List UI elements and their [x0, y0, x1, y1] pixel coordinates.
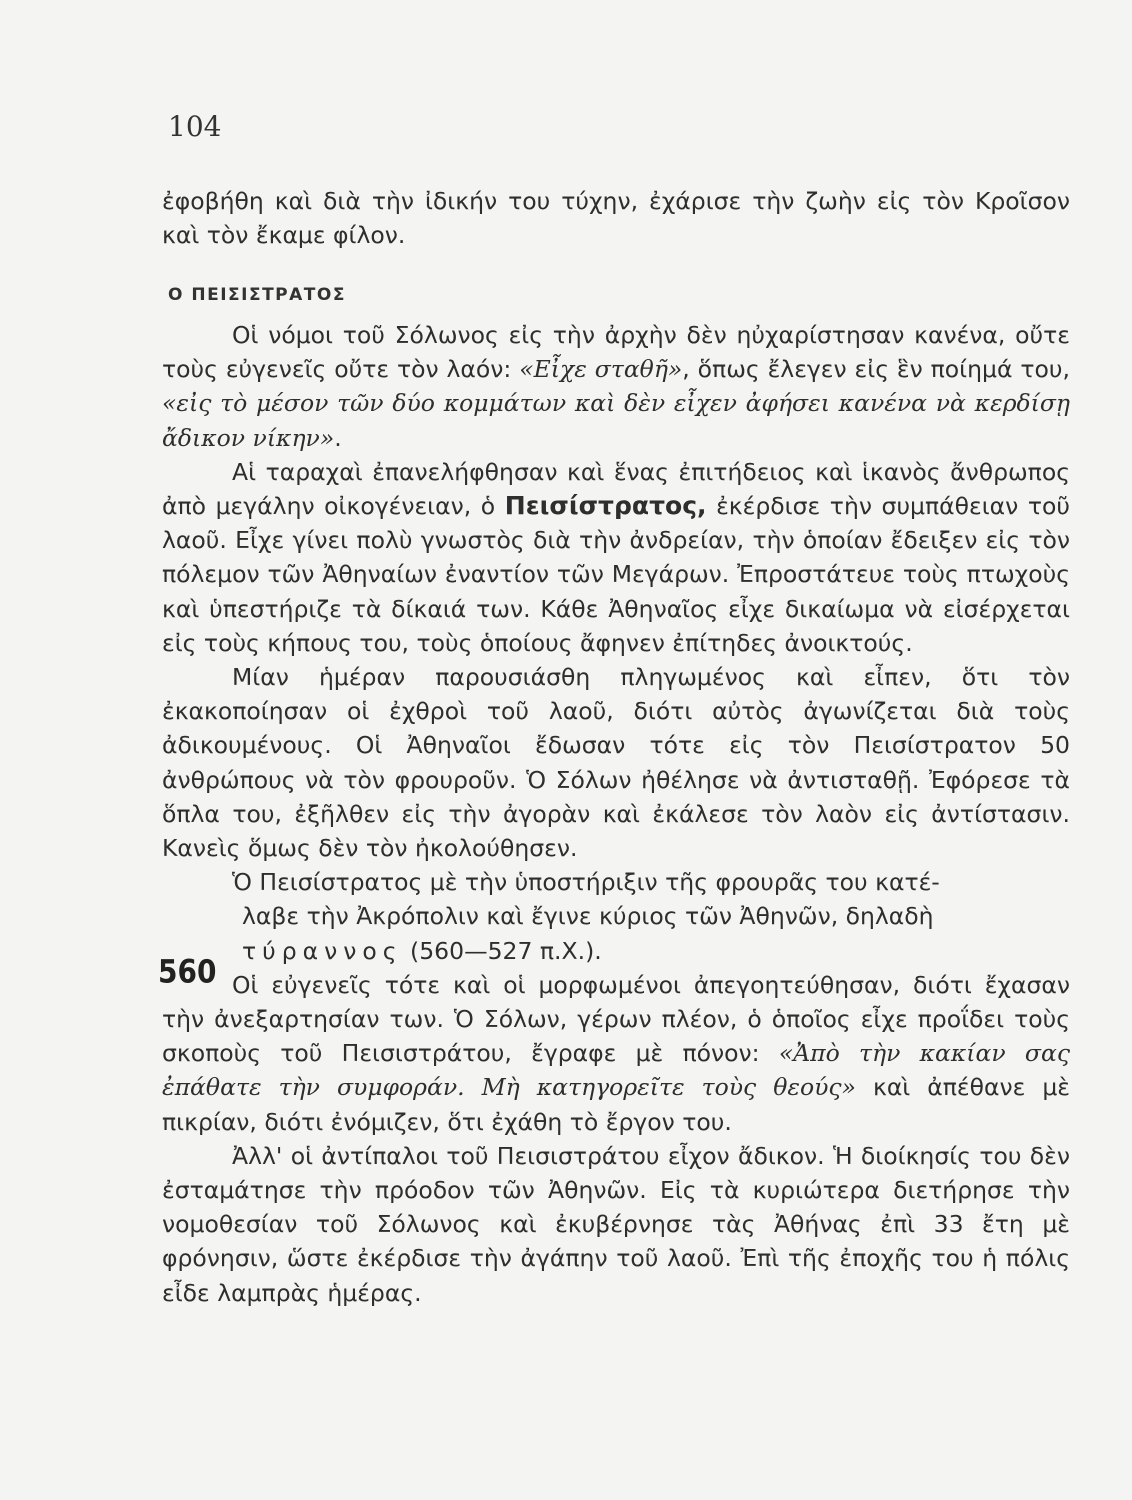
paragraph-nobles	[162, 968, 1070, 1139]
name-peisistratos: Πεισίστρατος,	[504, 491, 707, 521]
paragraph-rule: Ἀλλ' οἱ ἀντίπαλοι τοῦ Πεισιστράτου εἶχον ἄδικον. Ἡ διοίκησίς του δὲν ἐσταμάτησε τὴν πρόοδον τῶν Ἀθηνῶν. Εἰς τὰ κυριώτερα διετήρησε τὴν νομοθεσίαν τοῦ Σόλωνος καὶ ἐκυβέρνησε τὰς Ἀθήνας ἐπὶ 33 ἔτη μὲ φρόνησιν, ὥστε ἐκέρδισε τὴν ἀγάπην τοῦ λαοῦ. Ἐπὶ τῆς ἐποχῆς του ἡ πόλις εἶδε λαμπρὰς ἡμέρας.	[162, 1141, 1070, 1307]
margin-year-note: 560	[158, 952, 217, 991]
quote-solon-stood: «Εἶχε σταθῆ»	[519, 355, 683, 384]
paragraph-acropolis-line1: Ὁ Πεισίστρατος μὲ τὴν ὑποστήριξιν τῆς φρουρᾶς του κατέ-	[232, 868, 940, 897]
intro-text: ἐφοβήθη καὶ διὰ τὴν ἰδικήν του τύχην, ἐχάρισε τὴν ζωὴν εἰς τὸν Κροῖσον καὶ τὸν ἔκαμε φίλον.	[162, 187, 1070, 250]
page-number: 104	[168, 110, 222, 143]
intro-paragraph	[162, 184, 1070, 252]
text-span: ἐκέρδισε τὴν συμπάθειαν τοῦ λαοῦ. Εἶχε γίνει πολὺ γνωστὸς διὰ τὴν ἀνδρείαν, τὴν ὁποίαν ἔδειξεν εἰς τὸν πόλεμον τῶν Ἀθηναίων ἐναντίον τῶν Μεγάρων. Ἐπροστάτευε τοὺς πτωχοὺς καὶ ὑπεστήριζε τὰ δίκαιά των. Κάθε Ἀθηναῖος εἶχε δικαίωμα νὰ εἰσέρχεται εἰς τοὺς κήπους του, τοὺς ὁποίους ἄφηνεν ἐπίτηδες ἀνοικτούς.	[162, 492, 1070, 657]
section-heading: Ο ΠΕΙΣΙΣΤΡΑΤΟΣ	[168, 285, 346, 305]
body-text	[162, 318, 1070, 1310]
paragraph-acropolis-line3	[162, 934, 1070, 968]
text-span: Αἱ ταραχαὶ ἐπανελήφθησαν καὶ ἕνας ἐπιτήδειος καὶ ἱκανὸς ἄνθρωπος ἀπὸ μεγάλην οἰκογένειαν, ὁ	[162, 457, 1070, 521]
text-span: Οἱ νόμοι τοῦ Σόλωνος εἰς τὴν ἀρχὴν δὲν ηὐχαρίστησαν κανένα, οὔτε τοὺς εὐγενεῖς οὔτε τὸν λαόν:	[162, 321, 1070, 384]
quote-solon-poem: «εἰς τὸ μέσον τῶν δύο κομμάτων καὶ δὲν εἶχεν ἀφήσει κανένα νὰ κερδίσῃ ἄδικον νίκην»	[162, 389, 1070, 452]
text-span: καὶ ἀπέθανε μὲ πικρίαν, διότι ἐνόμιζεν, ὅτι ἐχάθη τὸ ἔργον του.	[162, 1073, 1070, 1136]
paragraph-peisistratos-rise	[162, 455, 1070, 660]
text-span: .	[334, 423, 342, 452]
paragraph-acropolis-line2: λαβε τὴν Ἀκρόπολιν καὶ ἔγινε κύριος τῶν Ἀθηνῶν, δηλαδὴ	[242, 902, 934, 931]
text-span: , ὅπως ἔλεγεν εἰς ἓν ποίημά του,	[682, 355, 1070, 384]
text-span: (560—527 π.Χ.).	[402, 936, 602, 965]
quote-solon-misfortune: «Ἀπὸ τὴν κακίαν σας ἐπάθατε τὴν συμφοράν. Μὴ κατηγορεῖτε τοὺς θεούς»	[162, 1039, 1070, 1102]
text-span: Οἱ εὐγενεῖς τότε καὶ οἱ μορφωμένοι ἀπεγοητεύθησαν, διότι ἔχασαν τὴν ἀνεξαρτησίαν των. Ὁ Σόλων, γέρων πλέον, ὁ ὁποῖος εἶχε προΐδει τοὺς σκοποὺς τοῦ Πεισιστράτου, ἔγραφε μὲ πόνον:	[162, 970, 1070, 1068]
paragraph-guards: Μίαν ἡμέραν παρουσιάσθη πληγωμένος καὶ εἶπεν, ὅτι τὸν ἐκακοποίησαν οἱ ἐχθροὶ τοῦ λαοῦ, διότι αὐτὸς ἀγωνίζεται διὰ τοὺς ἀδικουμένους. Οἱ Ἀθηναῖοι ἔδωσαν τότε εἰς τὸν Πεισίστρατον 50 ἀνθρώπους νὰ τὸν φρουροῦν. Ὁ Σόλων ἠθέλησε νὰ ἀντισταθῇ. Ἐφόρεσε τὰ ὅπλα του, ἐξῆλθεν εἰς τὴν ἀγορὰν καὶ ἐκάλεσε τὸν λαὸν εἰς ἀντίστασιν. Κανεὶς ὅμως δὲν τὸν ἠκολούθησεν.	[162, 663, 1070, 863]
paragraph-laws	[162, 318, 1070, 455]
word-tyrannos: τύραννος	[242, 936, 403, 965]
